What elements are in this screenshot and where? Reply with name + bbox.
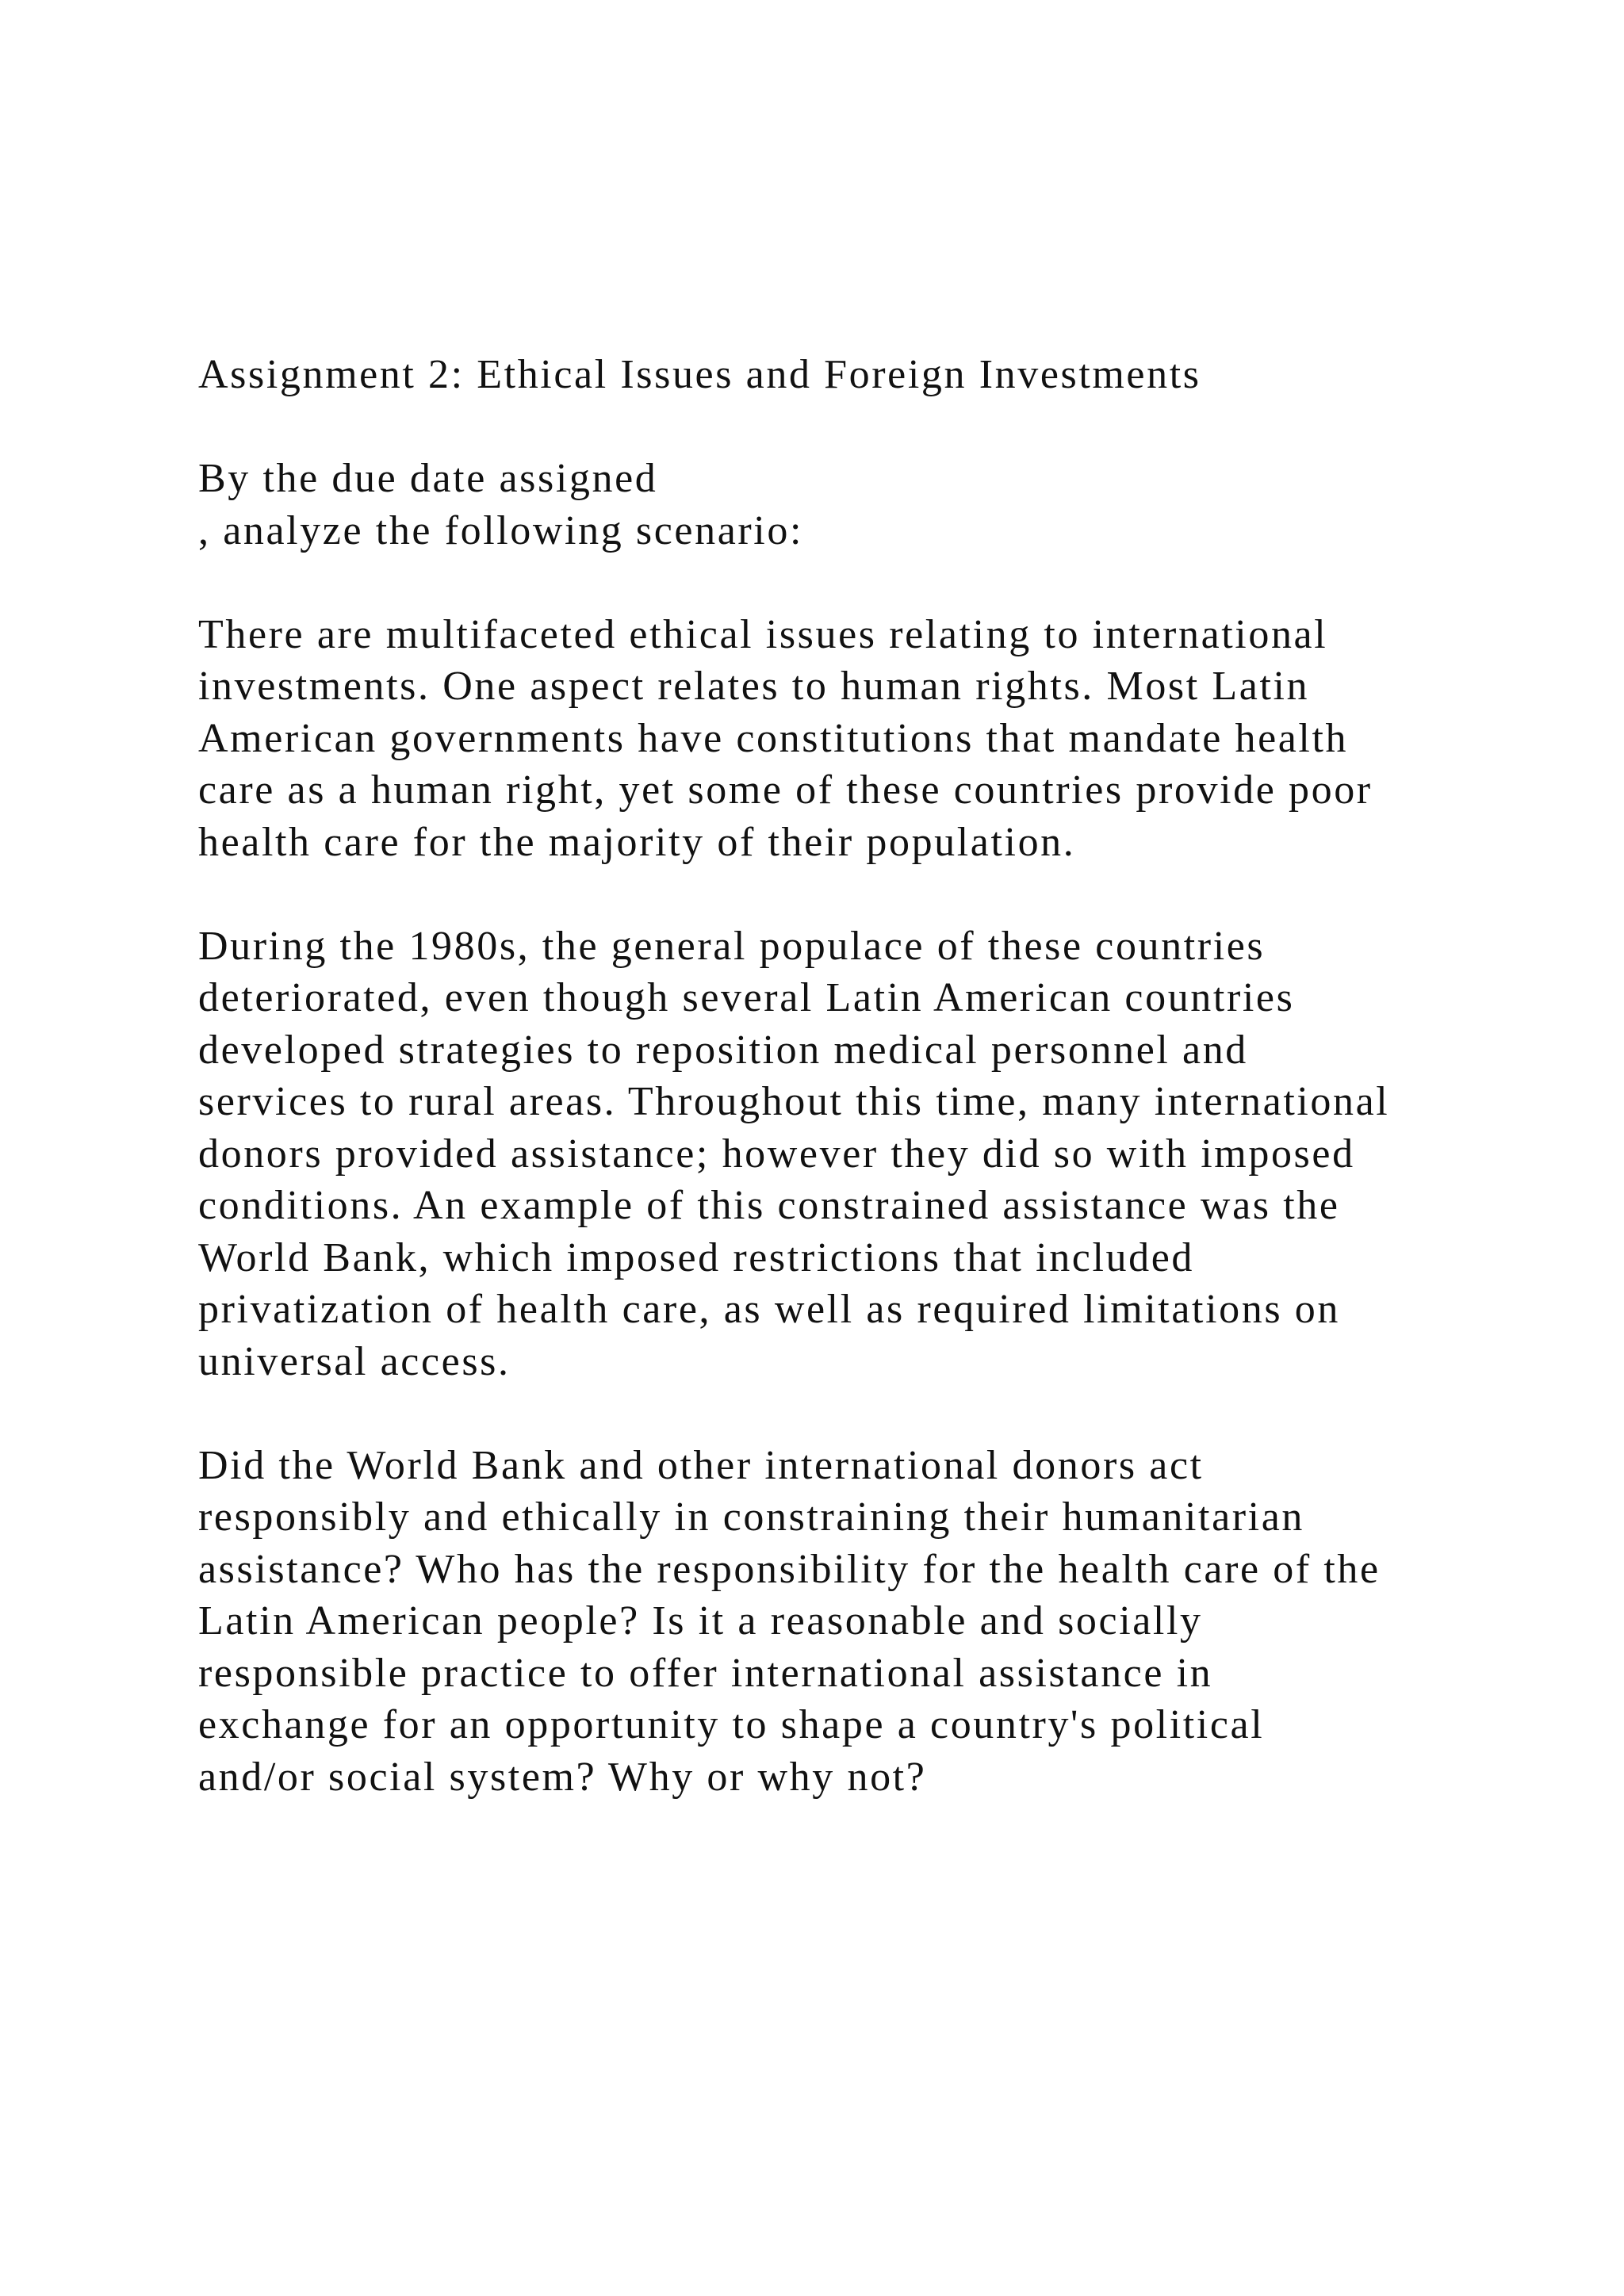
text-line: services to rural areas. Throughout this time, many international [198,1079,1390,1124]
paragraph-scenario-intro [198,609,1562,869]
spacer [198,868,1562,920]
text-line: During the 1980s, the general populace of these countries [198,923,1266,969]
document-body [198,349,1562,1803]
document-title: Assignment 2: Ethical Issues and Foreign Investments [198,352,1201,397]
intro-line: By the due date assigned [198,456,658,501]
text-line: Latin American people? Is it a reasonable and socially [198,1598,1203,1644]
text-line: World Bank, which imposed restrictions that included [198,1234,1195,1280]
text-line: health care for the majority of their population. [198,819,1076,865]
text-line: conditions. An example of this constrained assistance was the [198,1183,1340,1228]
text-line: American governments have constitutions that mandate health [198,715,1349,761]
spacer [198,401,1562,453]
spacer [198,557,1562,609]
text-line: responsible practice to offer international assistance in [198,1650,1213,1696]
text-line: deteriorated, even though several Latin American countries [198,975,1295,1020]
text-line: assistance? Who has the responsibility for the health care of the [198,1546,1381,1592]
text-line: and/or social system? Why or why not? [198,1754,927,1800]
spacer [198,1387,1562,1440]
text-line: exchange for an opportunity to shape a country's political [198,1702,1265,1747]
paragraph-history [198,920,1562,1388]
text-line: care as a human right, yet some of these countries provide poor [198,767,1373,813]
text-line: responsibly and ethically in constraining their humanitarian [198,1494,1305,1540]
text-line: Did the World Bank and other international donors act [198,1442,1204,1488]
text-line: donors provided assistance; however they did so with imposed [198,1131,1355,1177]
text-line: investments. One aspect relates to human rights. Most Latin [198,664,1310,709]
text-line: privatization of health care, as well as required limitations on [198,1287,1340,1332]
text-line: universal access. [198,1338,511,1384]
text-line: There are multifaceted ethical issues relating to international [198,611,1328,657]
paragraph-questions [198,1440,1562,1804]
intro-line: , analyze the following scenario: [198,507,803,553]
text-line: developed strategies to reposition medical personnel and [198,1027,1248,1073]
